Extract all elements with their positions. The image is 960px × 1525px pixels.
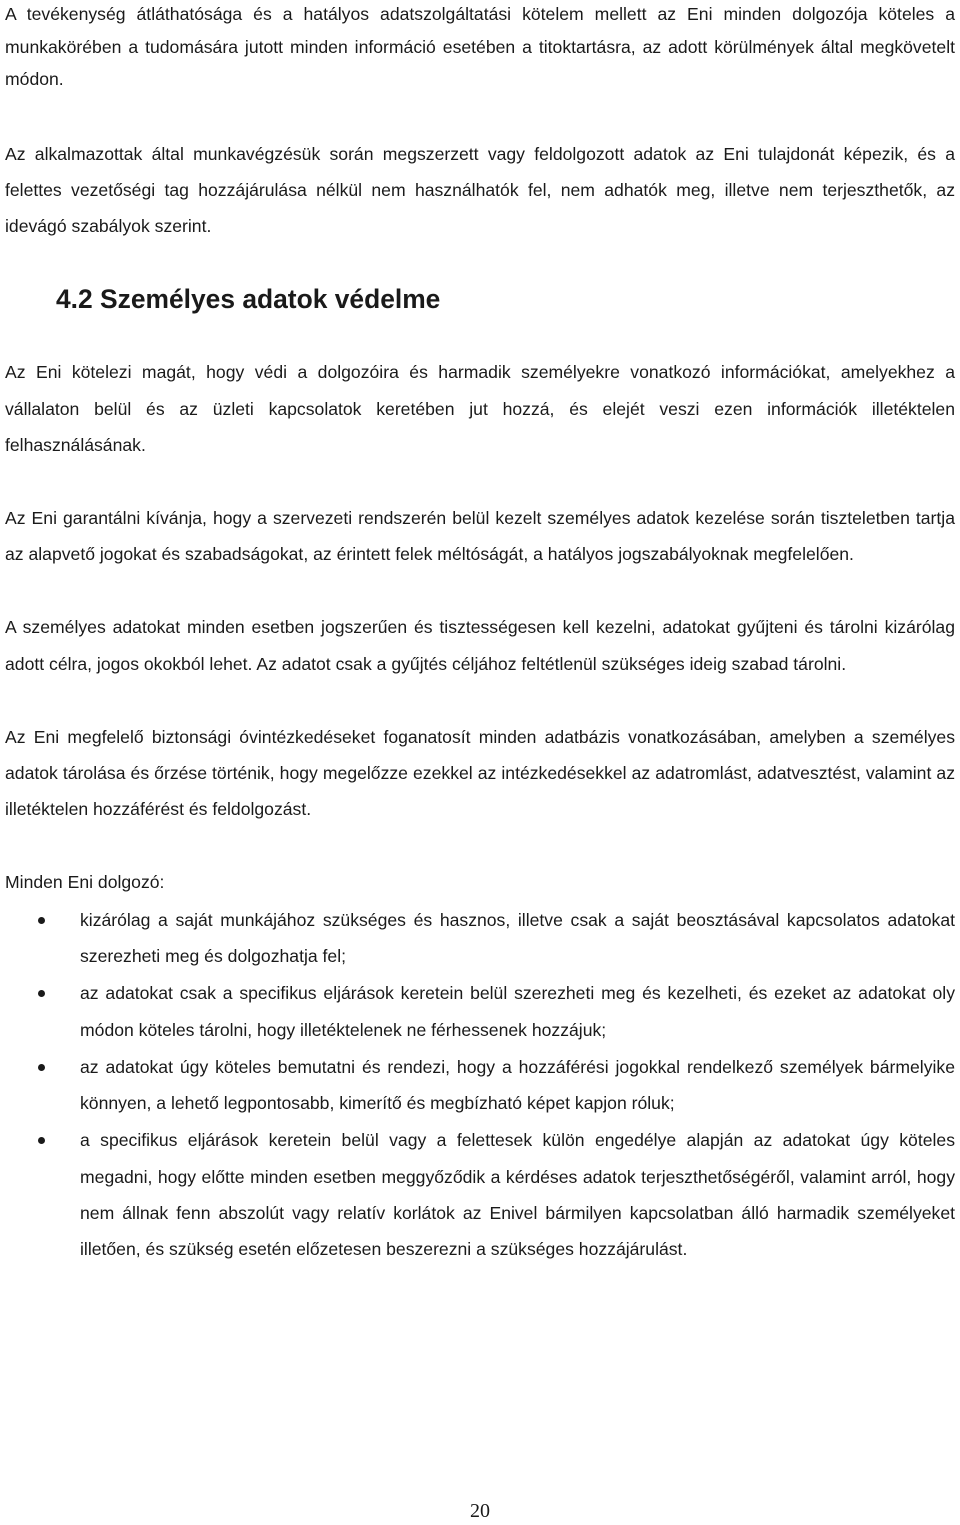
list-item [5,902,955,975]
page-number: 20 [470,1500,490,1522]
paragraph-rights-guarantee: Az Eni garantálni kívánja, hogy a szervezeti rendszerén belül kezelt személyes adatok kezelése során tiszteletben tartja az alapvető jogokat és szabadságokat, az érintett felek méltóságát, a hatályos jogszabályoknak megfelelően. [5,508,955,565]
document-page [5,0,955,1268]
section-heading: 4.2 Személyes adatok védelme [56,284,441,315]
bullet-icon [38,917,45,924]
list-item-text: a specifikus eljárások keretein belül vagy a felettesek külön engedélye alapján az adatokat úgy köteles megadni, hogy előtte minden esetben meggyőződik a kérdéses adatok terjeszthetőségéről, valamint arról, hogy nem állnak fenn abszolút vagy relatív korlátok az Enivel bármilyen kapcsolatban álló harmadik személyeket illetően, és szükség esetén előzetesen beszerezni a szükséges hozzájárulást. [80,1130,955,1260]
list-item [5,1049,955,1122]
paragraph-lawful-processing: A személyes adatokat minden esetben jogszerűen és tisztességesen kell kezelni, adatokat gyűjteni és tárolni kizárólag adott célra, jogos okokból lehet. Az adatot csak a gyűjtés céljához feltétlenül szükséges ideig szabad tárolni. [5,617,955,674]
bullet-icon [38,1137,45,1144]
paragraph-data-ownership: Az alkalmazottak által munkavégzésük során megszerzett vagy feldolgozott adatok az Eni tulajdonát képezik, és a felettes vezetőségi tag hozzájárulása nélkül nem használhatók fel, nem adhatók meg, illetve nem terjeszthetők, az idevágó szabályok szerint. [5,143,955,237]
list-item [5,975,955,1048]
bullet-icon [38,1064,45,1071]
list-item-text: az adatokat csak a specifikus eljárások keretein belül szerezheti meg és kezelheti, és ezeket az adatokat oly módon köteles tárolni, hogy illetéktelenek ne férhessenek hozzájuk; [80,983,955,1040]
paragraph-protection-commitment: Az Eni kötelezi magát, hogy védi a dolgozóira és harmadik személyekre vonatkozó információkat, amelyekhez a vállalaton belül és az üzleti kapcsolatok keretében jut hozzá, és elejét veszi ezen információk illetéktelen felhasználásának. [5,362,955,455]
paragraph-security-measures: Az Eni megfelelő biztonsági óvintézkedéseket foganatosít minden adatbázis vonatkozásában, amelyben a személyes adatok tárolása és őrzése történik, hogy megelőzze ezekkel az intézkedésekkel az adatromlást, adatvesztést, valamint az illetéktelen hozzáférést és feldolgozást. [5,726,955,820]
list-item-text: kizárólag a saját munkájához szükséges és hasznos, illetve csak a saját beosztásával kapcsolatos adatokat szerezheti meg és dolgozhatja fel; [80,909,955,966]
list-item [5,1122,955,1267]
list-item-text: az adatokat úgy köteles bemutatni és rendezi, hogy a hozzáférési jogokkal rendelkező személyek bármelyike könnyen, a lehető legpontosabb, kimerítő és megbízható képet kapjon róluk; [80,1056,955,1114]
employee-obligations-list [5,902,955,1268]
list-lead: Minden Eni dolgozó: [5,872,165,893]
paragraph-confidentiality: A tevékenység átláthatósága és a hatályos adatszolgáltatási kötelem mellett az Eni minden dolgozója köteles a munkakörében a tudomására jutott minden információ esetében a titoktartásra, az adott körülmények által megkövetelt módon. [5,4,955,89]
bullet-icon [38,990,45,997]
